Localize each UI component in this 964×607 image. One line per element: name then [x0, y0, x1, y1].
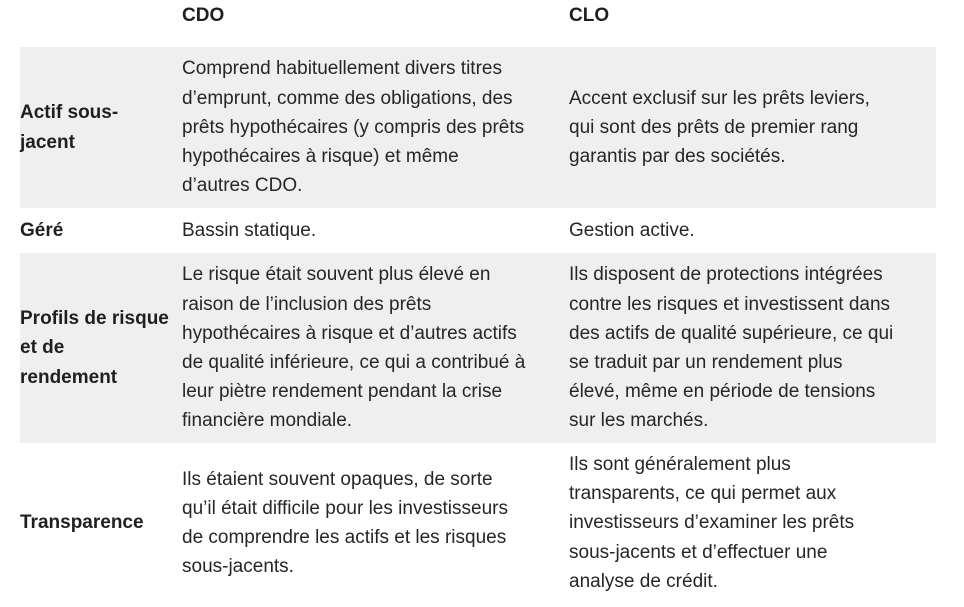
column-header-clo: CLO	[569, 5, 610, 26]
comparison-table	[20, 0, 936, 603]
cdo-cell: Comprend habituellement divers titres d’emprunt, comme des obligations, des prêts hypothécaires (y compris des prêts hypothécaires à risque) et même d’autres CDO.	[182, 58, 525, 197]
table-row	[20, 253, 936, 443]
table-header	[20, 0, 936, 47]
clo-cell: Ils disposent de protections intégrées contre les risques et investissent dans des actifs de qualité supérieure, ce qui se traduit par un rendement plus élevé, même en période de tensions sur les marchés.	[569, 264, 894, 432]
row-label: Géré	[20, 219, 64, 241]
table-row	[20, 208, 936, 253]
clo-cell: Gestion active.	[569, 219, 695, 241]
clo-cell: Ils sont généralement plus transparents, ce qui permet aux investisseurs d’examiner les prêts sous-jacents et d’effectuer une analyse de crédit.	[569, 453, 855, 592]
cdo-cell: Bassin statique.	[182, 219, 317, 241]
table-row	[20, 47, 936, 208]
column-header-cdo: CDO	[182, 5, 225, 26]
table-row	[20, 443, 936, 603]
row-label: Transparence	[20, 512, 144, 534]
cdo-cell: Le risque était souvent plus élevé en raison de l’inclusion des prêts hypothécaires à risque et d’autres actifs de qualité inférieure, ce qui a contribué à leur piètre rendement pendant la crise financière mondiale.	[182, 264, 526, 432]
cdo-cell: Ils étaient souvent opaques, de sorte qu’il était difficile pour les investisseurs de comprendre les actifs et les risques sous-jacents.	[182, 468, 508, 578]
row-label: Actif sous- jacent	[20, 102, 119, 153]
row-label: Profils de risque et de rendement	[20, 308, 169, 388]
clo-cell: Accent exclusif sur les prêts leviers, qui sont des prêts de premier rang garantis par des sociétés.	[569, 87, 870, 168]
